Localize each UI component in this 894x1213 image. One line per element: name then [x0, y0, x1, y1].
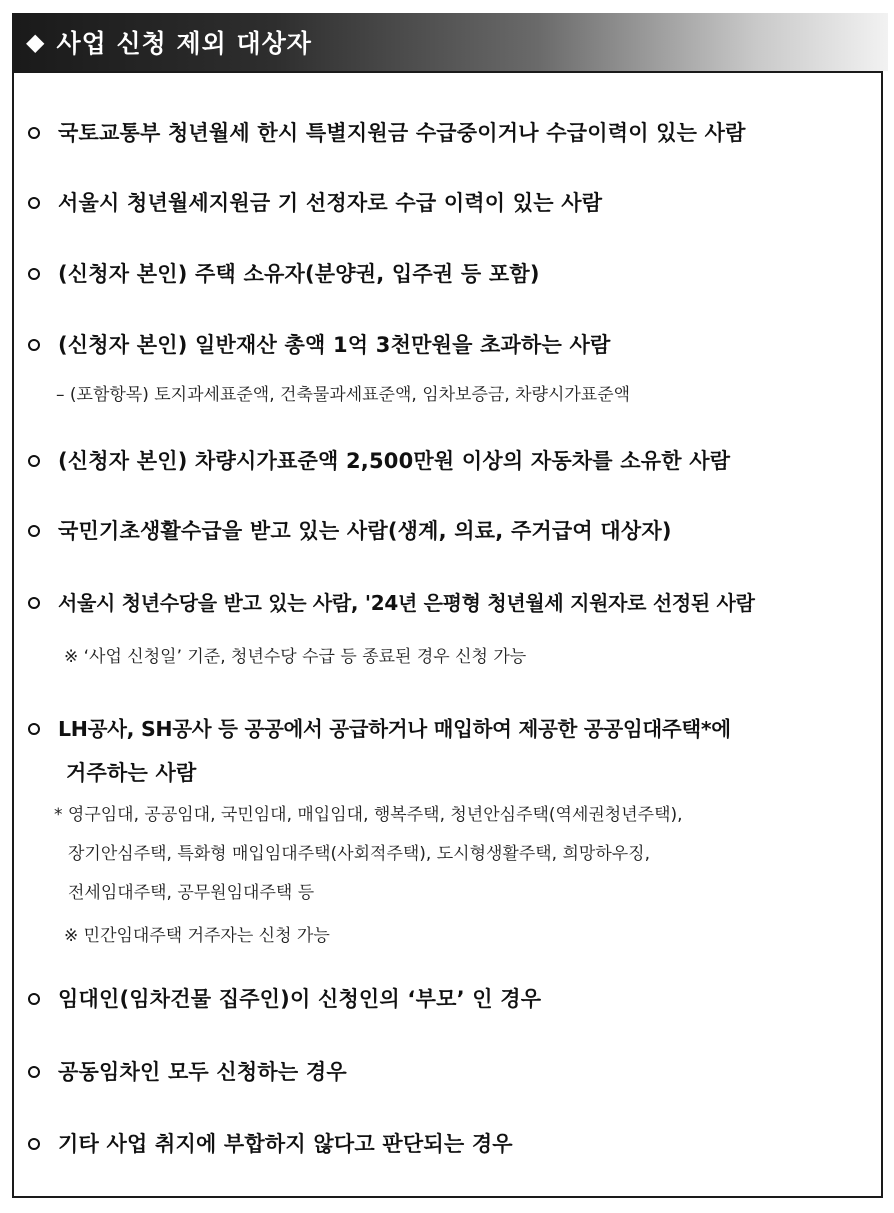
list-item	[14, 445, 730, 475]
exclusion-list-box	[12, 71, 883, 1198]
list-item-text: 국토교통부 청년월세 한시 특별지원금 수급중이거나 수급이력이 있는 사람	[58, 121, 746, 145]
list-item	[14, 329, 611, 359]
list-item-text: 임대인(임차건물 집주인)이 신청인의 ‘부모’ 인 경우	[58, 987, 542, 1011]
list-item	[14, 117, 746, 147]
bullet-circle-icon	[28, 597, 40, 609]
public-housing-types-line: * 영구임대, 공공임대, 국민임대, 매입임대, 행복주택, 청년안심주택(역세권청년주택),	[54, 805, 683, 825]
youth-allowance-note: ※ ‘사업 신청일’ 기준, 청년수당 수급 등 종료된 경우 신청 가능	[64, 647, 527, 667]
list-item-text: 공동임차인 모두 신청하는 경우	[58, 1060, 347, 1084]
list-item-text: (신청자 본인) 일반재산 총액 1억 3천만원을 초과하는 사람	[58, 333, 611, 357]
list-item-text: 기타 사업 취지에 부합하지 않다고 판단되는 경우	[58, 1132, 513, 1156]
section-title: 사업 신청 제외 대상자	[56, 29, 312, 58]
bullet-circle-icon	[28, 455, 40, 467]
public-housing-types-line: 장기안심주택, 특화형 매입임대주택(사회적주택), 도시형생활주택, 희망하우징,	[68, 844, 650, 864]
list-item-continuation: 거주하는 사람	[66, 761, 197, 785]
list-item	[14, 1056, 347, 1086]
list-item	[14, 983, 541, 1013]
private-housing-note: ※ 민간임대주택 거주자는 신청 가능	[64, 926, 330, 946]
property-detail-note: – (포함항목) 토지과세표준액, 건축물과세표준액, 임차보증금, 차량시가표준액	[56, 385, 631, 405]
bullet-circle-icon	[28, 268, 40, 280]
list-item-text: 서울시 청년수당을 받고 있는 사람, '24년 은평형 청년월세 지원자로 선정된 사람	[58, 591, 755, 615]
bullet-circle-icon	[28, 339, 40, 351]
list-item-text: LH공사, SH공사 등 공공에서 공급하거나 매입하여 제공한 공공임대주택*에	[58, 717, 731, 741]
list-item	[14, 712, 731, 742]
bullet-circle-icon	[28, 993, 40, 1005]
list-item	[14, 587, 755, 616]
bullet-circle-icon	[28, 1066, 40, 1078]
bullet-circle-icon	[28, 1138, 40, 1150]
list-item-text: (신청자 본인) 차량시가표준액 2,500만원 이상의 자동차를 소유한 사람	[58, 449, 731, 473]
list-item	[14, 258, 540, 288]
list-item	[14, 515, 672, 545]
list-item-text: (신청자 본인) 주택 소유자(분양권, 입주권 등 포함)	[58, 262, 540, 286]
bullet-circle-icon	[28, 197, 40, 209]
bullet-circle-icon	[28, 723, 40, 735]
list-item-text: 국민기초생활수급을 받고 있는 사람(생계, 의료, 주거급여 대상자)	[58, 519, 672, 543]
list-item	[14, 1128, 513, 1158]
public-housing-types-line: 전세임대주택, 공무원임대주택 등	[68, 883, 315, 903]
bullet-circle-icon	[28, 525, 40, 537]
bullet-circle-icon	[28, 127, 40, 139]
list-item	[14, 187, 602, 217]
list-item-text: 서울시 청년월세지원금 기 선정자로 수급 이력이 있는 사람	[58, 191, 603, 215]
diamond-icon: ◆	[26, 28, 45, 56]
section-header	[12, 13, 888, 71]
